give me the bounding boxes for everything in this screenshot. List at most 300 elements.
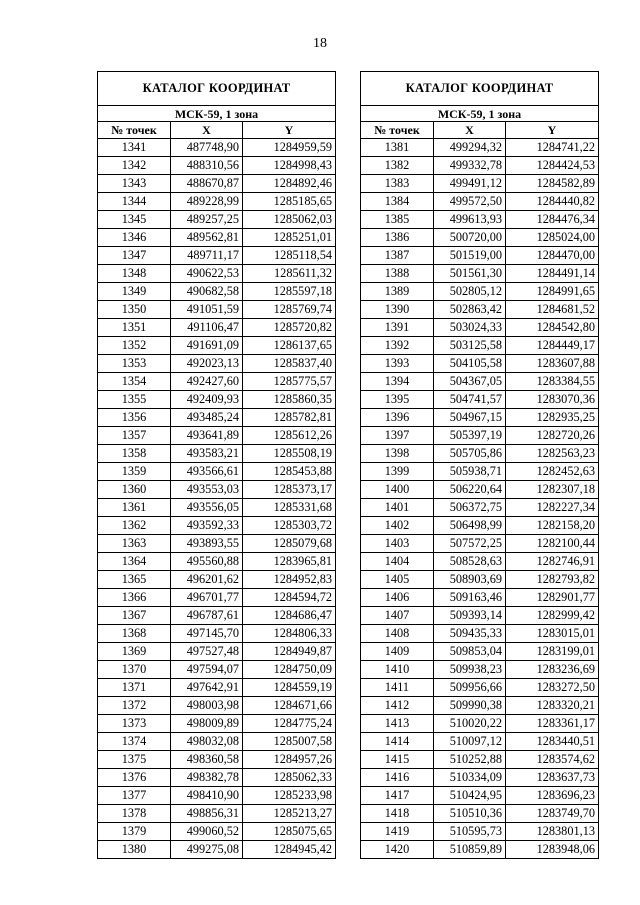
x-coordinate-cell: 493641,89 xyxy=(171,427,243,445)
point-number-cell: 1411 xyxy=(361,679,434,697)
point-number-cell: 1341 xyxy=(98,139,171,157)
table-row xyxy=(361,193,599,211)
table-row xyxy=(361,229,599,247)
y-coordinate-cell: 1283070,36 xyxy=(506,391,599,409)
table-row xyxy=(361,589,599,607)
point-number-cell: 1346 xyxy=(98,229,171,247)
point-number-cell: 1389 xyxy=(361,283,434,301)
table-row xyxy=(361,535,599,553)
x-coordinate-cell: 508528,63 xyxy=(434,553,506,571)
y-coordinate-cell: 1284470,00 xyxy=(506,247,599,265)
point-number-cell: 1350 xyxy=(98,301,171,319)
point-number-cell: 1408 xyxy=(361,625,434,643)
column-header-x: X xyxy=(171,122,243,139)
x-coordinate-cell: 510424,95 xyxy=(434,787,506,805)
y-coordinate-cell: 1285062,33 xyxy=(243,769,336,787)
point-number-cell: 1401 xyxy=(361,499,434,517)
table-row xyxy=(98,553,336,571)
point-number-cell: 1367 xyxy=(98,607,171,625)
x-coordinate-cell: 505705,86 xyxy=(434,445,506,463)
x-coordinate-cell: 510252,88 xyxy=(434,751,506,769)
x-coordinate-cell: 493553,03 xyxy=(171,481,243,499)
y-coordinate-cell: 1284959,59 xyxy=(243,139,336,157)
column-header-y: Y xyxy=(506,122,599,139)
point-number-cell: 1369 xyxy=(98,643,171,661)
table-row xyxy=(361,823,599,841)
table-row xyxy=(361,679,599,697)
y-coordinate-cell: 1283801,13 xyxy=(506,823,599,841)
y-coordinate-cell: 1282935,25 xyxy=(506,409,599,427)
x-coordinate-cell: 510859,89 xyxy=(434,841,506,859)
coordinate-system-label: МСК-59, 1 зона xyxy=(361,106,599,122)
y-coordinate-cell: 1282452,63 xyxy=(506,463,599,481)
point-number-cell: 1377 xyxy=(98,787,171,805)
x-coordinate-cell: 510510,36 xyxy=(434,805,506,823)
y-coordinate-cell: 1285775,57 xyxy=(243,373,336,391)
y-coordinate-cell: 1284440,82 xyxy=(506,193,599,211)
table-row xyxy=(98,823,336,841)
y-coordinate-cell: 1282746,91 xyxy=(506,553,599,571)
table-row xyxy=(98,571,336,589)
y-coordinate-cell: 1285837,40 xyxy=(243,355,336,373)
x-coordinate-cell: 498032,08 xyxy=(171,733,243,751)
x-coordinate-cell: 510097,12 xyxy=(434,733,506,751)
table-row xyxy=(361,427,599,445)
table-row xyxy=(98,805,336,823)
table-row xyxy=(98,409,336,427)
y-coordinate-cell: 1283948,06 xyxy=(506,841,599,859)
point-number-cell: 1374 xyxy=(98,733,171,751)
point-number-cell: 1347 xyxy=(98,247,171,265)
x-coordinate-cell: 498360,58 xyxy=(171,751,243,769)
point-number-cell: 1418 xyxy=(361,805,434,823)
y-coordinate-cell: 1284806,33 xyxy=(243,625,336,643)
point-number-cell: 1351 xyxy=(98,319,171,337)
table-row xyxy=(98,301,336,319)
x-coordinate-cell: 510595,73 xyxy=(434,823,506,841)
x-coordinate-cell: 496787,61 xyxy=(171,607,243,625)
point-number-cell: 1359 xyxy=(98,463,171,481)
y-coordinate-cell: 1285079,68 xyxy=(243,535,336,553)
point-number-cell: 1379 xyxy=(98,823,171,841)
table-row xyxy=(98,139,336,157)
y-coordinate-cell: 1285331,68 xyxy=(243,499,336,517)
table-row xyxy=(98,463,336,481)
point-number-cell: 1387 xyxy=(361,247,434,265)
table-row xyxy=(98,211,336,229)
point-number-cell: 1363 xyxy=(98,535,171,553)
x-coordinate-cell: 499275,08 xyxy=(171,841,243,859)
y-coordinate-cell: 1283637,73 xyxy=(506,769,599,787)
catalog-title: КАТАЛОГ КООРДИНАТ xyxy=(98,72,336,106)
point-number-cell: 1414 xyxy=(361,733,434,751)
coordinate-catalog-left xyxy=(97,71,336,859)
y-coordinate-cell: 1282307,18 xyxy=(506,481,599,499)
y-coordinate-cell: 1284476,34 xyxy=(506,211,599,229)
x-coordinate-cell: 498382,78 xyxy=(171,769,243,787)
table-row xyxy=(98,679,336,697)
x-coordinate-cell: 498003,98 xyxy=(171,697,243,715)
x-coordinate-cell: 488310,56 xyxy=(171,157,243,175)
y-coordinate-cell: 1283749,70 xyxy=(506,805,599,823)
table-row xyxy=(98,247,336,265)
point-number-cell: 1365 xyxy=(98,571,171,589)
x-coordinate-cell: 509435,33 xyxy=(434,625,506,643)
table-row xyxy=(361,247,599,265)
table-row xyxy=(361,373,599,391)
x-coordinate-cell: 509938,23 xyxy=(434,661,506,679)
point-number-cell: 1370 xyxy=(98,661,171,679)
y-coordinate-cell: 1284775,24 xyxy=(243,715,336,733)
y-coordinate-cell: 1283199,01 xyxy=(506,643,599,661)
y-coordinate-cell: 1285769,74 xyxy=(243,301,336,319)
x-coordinate-cell: 499332,78 xyxy=(434,157,506,175)
table-row xyxy=(98,337,336,355)
point-number-cell: 1404 xyxy=(361,553,434,571)
x-coordinate-cell: 497642,91 xyxy=(171,679,243,697)
point-number-cell: 1368 xyxy=(98,625,171,643)
x-coordinate-cell: 503024,33 xyxy=(434,319,506,337)
table-row xyxy=(98,157,336,175)
x-coordinate-cell: 501561,30 xyxy=(434,265,506,283)
point-number-cell: 1416 xyxy=(361,769,434,787)
y-coordinate-cell: 1283015,01 xyxy=(506,625,599,643)
table-row xyxy=(98,733,336,751)
y-coordinate-cell: 1283965,81 xyxy=(243,553,336,571)
y-coordinate-cell: 1284949,87 xyxy=(243,643,336,661)
y-coordinate-cell: 1283272,50 xyxy=(506,679,599,697)
y-coordinate-cell: 1282227,34 xyxy=(506,499,599,517)
y-coordinate-cell: 1284594,72 xyxy=(243,589,336,607)
y-coordinate-cell: 1284998,43 xyxy=(243,157,336,175)
table-row xyxy=(361,355,599,373)
y-coordinate-cell: 1282901,77 xyxy=(506,589,599,607)
y-coordinate-cell: 1282563,23 xyxy=(506,445,599,463)
table-row xyxy=(98,607,336,625)
y-coordinate-cell: 1285075,65 xyxy=(243,823,336,841)
x-coordinate-cell: 490622,53 xyxy=(171,265,243,283)
table-row xyxy=(361,805,599,823)
x-coordinate-cell: 492023,13 xyxy=(171,355,243,373)
y-coordinate-cell: 1283384,55 xyxy=(506,373,599,391)
y-coordinate-cell: 1285007,58 xyxy=(243,733,336,751)
point-number-cell: 1381 xyxy=(361,139,434,157)
table-row xyxy=(361,283,599,301)
x-coordinate-cell: 509990,38 xyxy=(434,697,506,715)
x-coordinate-cell: 498410,90 xyxy=(171,787,243,805)
x-coordinate-cell: 505397,19 xyxy=(434,427,506,445)
x-coordinate-cell: 493556,05 xyxy=(171,499,243,517)
point-number-cell: 1392 xyxy=(361,337,434,355)
x-coordinate-cell: 509393,14 xyxy=(434,607,506,625)
x-coordinate-cell: 509853,04 xyxy=(434,643,506,661)
table-row xyxy=(98,391,336,409)
table-row xyxy=(361,571,599,589)
point-number-cell: 1344 xyxy=(98,193,171,211)
y-coordinate-cell: 1284957,26 xyxy=(243,751,336,769)
table-row xyxy=(361,517,599,535)
point-number-cell: 1360 xyxy=(98,481,171,499)
point-number-cell: 1395 xyxy=(361,391,434,409)
x-coordinate-cell: 505938,71 xyxy=(434,463,506,481)
table-row xyxy=(361,391,599,409)
y-coordinate-cell: 1285373,17 xyxy=(243,481,336,499)
point-number-cell: 1378 xyxy=(98,805,171,823)
y-coordinate-cell: 1285303,72 xyxy=(243,517,336,535)
y-coordinate-cell: 1284582,89 xyxy=(506,175,599,193)
y-coordinate-cell: 1285024,00 xyxy=(506,229,599,247)
point-number-cell: 1394 xyxy=(361,373,434,391)
point-number-cell: 1396 xyxy=(361,409,434,427)
y-coordinate-cell: 1282793,82 xyxy=(506,571,599,589)
table-row xyxy=(98,715,336,733)
table-row xyxy=(98,445,336,463)
table-row xyxy=(361,841,599,859)
column-header-point-number: № точек xyxy=(361,122,434,139)
catalog-title: КАТАЛОГ КООРДИНАТ xyxy=(361,72,599,106)
point-number-cell: 1345 xyxy=(98,211,171,229)
table-row xyxy=(98,373,336,391)
point-number-cell: 1342 xyxy=(98,157,171,175)
table-row xyxy=(98,499,336,517)
y-coordinate-cell: 1282158,20 xyxy=(506,517,599,535)
y-coordinate-cell: 1286137,65 xyxy=(243,337,336,355)
y-coordinate-cell: 1284750,09 xyxy=(243,661,336,679)
point-number-cell: 1397 xyxy=(361,427,434,445)
table-row xyxy=(98,517,336,535)
point-number-cell: 1356 xyxy=(98,409,171,427)
x-coordinate-cell: 501519,00 xyxy=(434,247,506,265)
x-coordinate-cell: 493566,61 xyxy=(171,463,243,481)
y-coordinate-cell: 1282100,44 xyxy=(506,535,599,553)
x-coordinate-cell: 497145,70 xyxy=(171,625,243,643)
table-row xyxy=(98,193,336,211)
x-coordinate-cell: 496201,62 xyxy=(171,571,243,589)
y-coordinate-cell: 1284424,53 xyxy=(506,157,599,175)
point-number-cell: 1385 xyxy=(361,211,434,229)
point-number-cell: 1382 xyxy=(361,157,434,175)
x-coordinate-cell: 487748,90 xyxy=(171,139,243,157)
column-header-point-number: № точек xyxy=(98,122,171,139)
table-row xyxy=(361,715,599,733)
x-coordinate-cell: 504105,58 xyxy=(434,355,506,373)
table-row xyxy=(361,481,599,499)
y-coordinate-cell: 1284671,66 xyxy=(243,697,336,715)
point-number-cell: 1403 xyxy=(361,535,434,553)
table-row xyxy=(361,733,599,751)
x-coordinate-cell: 508903,69 xyxy=(434,571,506,589)
x-coordinate-cell: 499491,12 xyxy=(434,175,506,193)
point-number-cell: 1362 xyxy=(98,517,171,535)
point-number-cell: 1402 xyxy=(361,517,434,535)
table-row xyxy=(361,661,599,679)
x-coordinate-cell: 490682,58 xyxy=(171,283,243,301)
catalog-rows-right xyxy=(361,139,599,859)
table-row xyxy=(361,445,599,463)
y-coordinate-cell: 1285062,03 xyxy=(243,211,336,229)
point-number-cell: 1390 xyxy=(361,301,434,319)
table-row xyxy=(98,355,336,373)
table-row xyxy=(361,175,599,193)
x-coordinate-cell: 499572,50 xyxy=(434,193,506,211)
point-number-cell: 1405 xyxy=(361,571,434,589)
x-coordinate-cell: 495560,88 xyxy=(171,553,243,571)
x-coordinate-cell: 498009,89 xyxy=(171,715,243,733)
point-number-cell: 1373 xyxy=(98,715,171,733)
table-row xyxy=(361,607,599,625)
y-coordinate-cell: 1284952,83 xyxy=(243,571,336,589)
x-coordinate-cell: 502863,42 xyxy=(434,301,506,319)
x-coordinate-cell: 492427,60 xyxy=(171,373,243,391)
point-number-cell: 1361 xyxy=(98,499,171,517)
x-coordinate-cell: 493592,33 xyxy=(171,517,243,535)
y-coordinate-cell: 1284892,46 xyxy=(243,175,336,193)
point-number-cell: 1358 xyxy=(98,445,171,463)
table-row xyxy=(361,643,599,661)
y-coordinate-cell: 1284559,19 xyxy=(243,679,336,697)
x-coordinate-cell: 489257,25 xyxy=(171,211,243,229)
point-number-cell: 1420 xyxy=(361,841,434,859)
point-number-cell: 1400 xyxy=(361,481,434,499)
table-row xyxy=(361,409,599,427)
point-number-cell: 1383 xyxy=(361,175,434,193)
y-coordinate-cell: 1282720,26 xyxy=(506,427,599,445)
point-number-cell: 1355 xyxy=(98,391,171,409)
point-number-cell: 1398 xyxy=(361,445,434,463)
table-row xyxy=(361,751,599,769)
point-number-cell: 1366 xyxy=(98,589,171,607)
y-coordinate-cell: 1285612,26 xyxy=(243,427,336,445)
point-number-cell: 1409 xyxy=(361,643,434,661)
y-coordinate-cell: 1285233,98 xyxy=(243,787,336,805)
x-coordinate-cell: 499613,93 xyxy=(434,211,506,229)
table-row xyxy=(98,787,336,805)
x-coordinate-cell: 497594,07 xyxy=(171,661,243,679)
table-row xyxy=(361,697,599,715)
table-row xyxy=(361,337,599,355)
table-row xyxy=(361,319,599,337)
point-number-cell: 1352 xyxy=(98,337,171,355)
point-number-cell: 1376 xyxy=(98,769,171,787)
point-number-cell: 1412 xyxy=(361,697,434,715)
y-coordinate-cell: 1285453,88 xyxy=(243,463,336,481)
y-coordinate-cell: 1285860,35 xyxy=(243,391,336,409)
y-coordinate-cell: 1283574,62 xyxy=(506,751,599,769)
point-number-cell: 1393 xyxy=(361,355,434,373)
coordinate-system-label: МСК-59, 1 зона xyxy=(98,106,336,122)
table-row xyxy=(361,625,599,643)
x-coordinate-cell: 504967,15 xyxy=(434,409,506,427)
point-number-cell: 1391 xyxy=(361,319,434,337)
point-number-cell: 1349 xyxy=(98,283,171,301)
x-coordinate-cell: 506220,64 xyxy=(434,481,506,499)
table-row xyxy=(98,643,336,661)
table-row xyxy=(361,265,599,283)
y-coordinate-cell: 1283607,88 xyxy=(506,355,599,373)
x-coordinate-cell: 493893,55 xyxy=(171,535,243,553)
catalog-rows-left xyxy=(98,139,336,859)
y-coordinate-cell: 1282999,42 xyxy=(506,607,599,625)
x-coordinate-cell: 502805,12 xyxy=(434,283,506,301)
point-number-cell: 1343 xyxy=(98,175,171,193)
y-coordinate-cell: 1284491,14 xyxy=(506,265,599,283)
y-coordinate-cell: 1285185,65 xyxy=(243,193,336,211)
table-row xyxy=(361,553,599,571)
x-coordinate-cell: 491106,47 xyxy=(171,319,243,337)
y-coordinate-cell: 1284686,47 xyxy=(243,607,336,625)
point-number-cell: 1419 xyxy=(361,823,434,841)
x-coordinate-cell: 496701,77 xyxy=(171,589,243,607)
table-row xyxy=(98,751,336,769)
x-coordinate-cell: 509956,66 xyxy=(434,679,506,697)
table-row xyxy=(361,301,599,319)
table-row xyxy=(98,175,336,193)
x-coordinate-cell: 492409,93 xyxy=(171,391,243,409)
x-coordinate-cell: 488670,87 xyxy=(171,175,243,193)
y-coordinate-cell: 1284681,52 xyxy=(506,301,599,319)
point-number-cell: 1415 xyxy=(361,751,434,769)
x-coordinate-cell: 509163,46 xyxy=(434,589,506,607)
table-row xyxy=(98,283,336,301)
point-number-cell: 1380 xyxy=(98,841,171,859)
y-coordinate-cell: 1285508,19 xyxy=(243,445,336,463)
point-number-cell: 1384 xyxy=(361,193,434,211)
x-coordinate-cell: 491691,09 xyxy=(171,337,243,355)
table-row xyxy=(98,481,336,499)
y-coordinate-cell: 1285251,01 xyxy=(243,229,336,247)
x-coordinate-cell: 497527,48 xyxy=(171,643,243,661)
coordinate-catalog-right xyxy=(360,71,599,859)
y-coordinate-cell: 1285611,32 xyxy=(243,265,336,283)
x-coordinate-cell: 506372,75 xyxy=(434,499,506,517)
table-row xyxy=(98,589,336,607)
table-row xyxy=(361,787,599,805)
point-number-cell: 1354 xyxy=(98,373,171,391)
y-coordinate-cell: 1283696,23 xyxy=(506,787,599,805)
y-coordinate-cell: 1285720,82 xyxy=(243,319,336,337)
y-coordinate-cell: 1283320,21 xyxy=(506,697,599,715)
point-number-cell: 1372 xyxy=(98,697,171,715)
y-coordinate-cell: 1284945,42 xyxy=(243,841,336,859)
column-header-y: Y xyxy=(243,122,336,139)
point-number-cell: 1353 xyxy=(98,355,171,373)
table-row xyxy=(361,157,599,175)
table-row xyxy=(98,661,336,679)
x-coordinate-cell: 499294,32 xyxy=(434,139,506,157)
x-coordinate-cell: 493485,24 xyxy=(171,409,243,427)
point-number-cell: 1406 xyxy=(361,589,434,607)
point-number-cell: 1413 xyxy=(361,715,434,733)
table-row xyxy=(361,499,599,517)
y-coordinate-cell: 1283236,69 xyxy=(506,661,599,679)
y-coordinate-cell: 1284542,80 xyxy=(506,319,599,337)
table-row xyxy=(98,319,336,337)
table-row xyxy=(361,211,599,229)
y-coordinate-cell: 1285782,81 xyxy=(243,409,336,427)
x-coordinate-cell: 489228,99 xyxy=(171,193,243,211)
table-row xyxy=(98,841,336,859)
x-coordinate-cell: 493583,21 xyxy=(171,445,243,463)
point-number-cell: 1357 xyxy=(98,427,171,445)
column-header-x: X xyxy=(434,122,506,139)
x-coordinate-cell: 510020,22 xyxy=(434,715,506,733)
table-row xyxy=(361,769,599,787)
table-row xyxy=(98,229,336,247)
x-coordinate-cell: 491051,59 xyxy=(171,301,243,319)
x-coordinate-cell: 500720,00 xyxy=(434,229,506,247)
point-number-cell: 1410 xyxy=(361,661,434,679)
point-number-cell: 1407 xyxy=(361,607,434,625)
